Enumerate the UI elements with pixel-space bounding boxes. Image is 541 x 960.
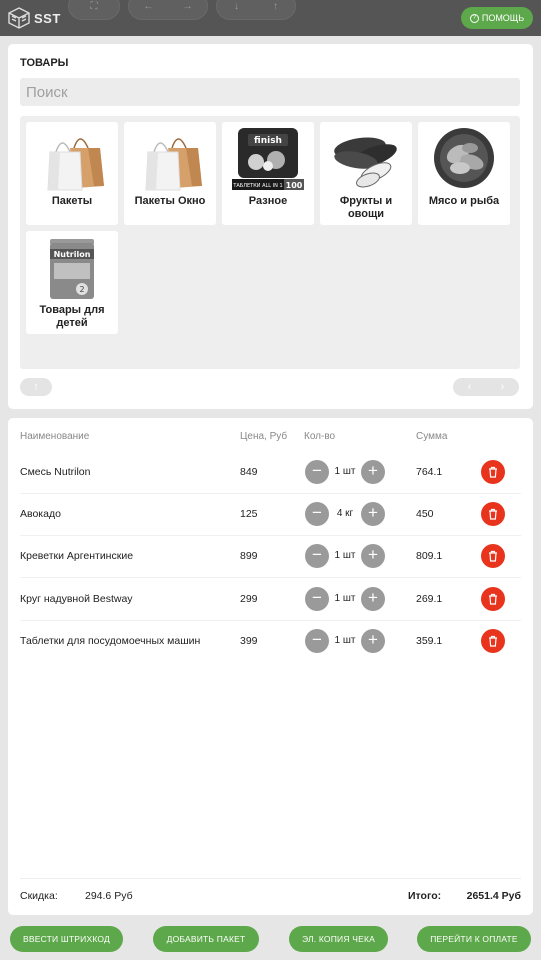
item-qty: 1 шт (334, 550, 356, 561)
help-label: ПОМОЩЬ (481, 13, 525, 23)
pager (453, 378, 519, 396)
delete-item-button[interactable] (481, 502, 505, 526)
top-bar (0, 0, 541, 36)
history-nav (128, 0, 208, 20)
category-tile-bags-window[interactable] (124, 122, 216, 225)
cart-row (8, 452, 533, 494)
item-sum: 269.1 (416, 593, 443, 605)
row-divider (20, 577, 521, 578)
forward-arrow-icon[interactable]: → (182, 0, 193, 12)
can-brand: Nutrilon (53, 250, 91, 259)
expand-icon: ⛶ (90, 0, 98, 12)
item-price: 899 (240, 550, 258, 562)
dishwasher-tablets-icon (232, 126, 304, 192)
cart-row (8, 621, 533, 663)
decrease-qty-button[interactable]: − (305, 544, 329, 568)
cart-panel (8, 418, 533, 915)
prev-page-icon[interactable]: ‹ (467, 381, 472, 393)
totals-divider (20, 878, 521, 879)
next-page-icon[interactable]: › (500, 381, 505, 393)
question-icon: ? (470, 14, 479, 23)
category-tile-fruits[interactable] (320, 122, 412, 225)
increase-qty-button[interactable]: + (361, 544, 385, 568)
logo-text: SST (34, 10, 61, 26)
header-name: Наименование (20, 431, 90, 442)
category-tile-misc[interactable] (222, 122, 314, 225)
cart-row (8, 494, 533, 536)
back-arrow-icon[interactable]: ← (143, 0, 154, 12)
pack-number: 100 (285, 181, 303, 190)
trash-icon (488, 550, 498, 562)
category-label: Фрукты и овощи (339, 195, 393, 220)
item-sum: 809.1 (416, 550, 443, 562)
scroll-up-button[interactable] (20, 378, 52, 396)
up-arrow-icon[interactable]: ↑ (273, 0, 278, 12)
increase-qty-button[interactable]: + (361, 502, 385, 526)
increase-qty-button[interactable]: + (361, 587, 385, 611)
item-qty: 1 шт (334, 466, 356, 477)
category-label: Разное (248, 195, 288, 207)
discount-label: Скидка: (20, 890, 58, 902)
trash-icon (488, 508, 498, 520)
increase-qty-button[interactable]: + (361, 629, 385, 653)
item-sum: 359.1 (416, 635, 443, 647)
decrease-qty-button[interactable]: − (305, 460, 329, 484)
header-qty: Кол-во (304, 431, 336, 442)
shopping-bags-icon (36, 126, 108, 192)
delete-item-button[interactable] (481, 460, 505, 484)
delete-item-button[interactable] (481, 544, 505, 568)
increase-qty-button[interactable]: + (361, 460, 385, 484)
decrease-qty-button[interactable]: − (305, 587, 329, 611)
delete-item-button[interactable] (481, 587, 505, 611)
add-bag-button[interactable]: ДОБАВИТЬ ПАКЕТ (153, 926, 259, 952)
cart-row (8, 536, 533, 578)
item-name: Смесь Nutrilon (20, 466, 91, 478)
item-name: Таблетки для посудомоечных машин (20, 635, 201, 647)
item-name: Креветки Аргентинские (20, 550, 134, 562)
sst-logo-icon (8, 7, 30, 29)
trash-icon (488, 593, 498, 605)
baby-formula-icon (36, 235, 108, 301)
pack-text: ТАБЛЕТКИ ALL IN 1 (233, 183, 283, 189)
fullscreen-button[interactable] (68, 0, 120, 20)
decrease-qty-button[interactable]: − (305, 502, 329, 526)
scroll-nav (216, 0, 296, 20)
e-receipt-button[interactable]: ЭЛ. КОПИЯ ЧЕКА (289, 926, 388, 952)
item-price: 849 (240, 466, 258, 478)
category-grid (20, 116, 520, 369)
products-title: ТОВАРЫ (20, 57, 69, 69)
category-label: Пакеты (51, 195, 93, 207)
shopping-bags-icon (134, 126, 206, 192)
cucumbers-icon (330, 126, 402, 192)
delete-item-button[interactable] (481, 629, 505, 653)
down-arrow-icon[interactable]: ↓ (234, 0, 239, 12)
item-sum: 764.1 (416, 466, 443, 478)
header-price: Цена, Руб (240, 431, 288, 442)
logo (8, 7, 61, 29)
decrease-qty-button[interactable]: − (305, 629, 329, 653)
search-input[interactable] (20, 78, 520, 106)
category-tile-bags[interactable] (26, 122, 118, 225)
total-value: 2651.4 Руб (466, 890, 521, 902)
discount-value: 294.6 Руб (85, 890, 133, 902)
checkout-button[interactable]: ПЕРЕЙТИ К ОПЛАТЕ (417, 926, 531, 952)
can-number: 2 (79, 285, 85, 294)
item-qty: 4 кг (336, 508, 354, 519)
trash-icon (488, 466, 498, 478)
item-price: 125 (240, 508, 258, 520)
arrow-up-icon: ↑ (33, 381, 39, 393)
chicken-meat-icon (428, 126, 500, 192)
category-tile-kids[interactable] (26, 231, 118, 334)
brand-text: finish (254, 136, 282, 146)
item-sum: 450 (416, 508, 434, 520)
category-label: Мясо и рыба (428, 195, 500, 207)
help-button[interactable] (461, 7, 533, 29)
cart-row (8, 579, 533, 621)
header-sum: Сумма (416, 431, 448, 442)
item-name: Круг надувной Bestway (20, 593, 133, 605)
category-label: Товары для детей (39, 304, 105, 329)
item-price: 399 (240, 635, 258, 647)
item-name: Авокадо (20, 508, 61, 520)
item-qty: 1 шт (334, 593, 356, 604)
total-label: Итого: (408, 890, 442, 902)
enter-barcode-button[interactable]: ВВЕСТИ ШТРИХКОД (10, 926, 123, 952)
category-label: Пакеты Окно (134, 195, 206, 207)
products-panel (8, 44, 533, 409)
item-price: 299 (240, 593, 258, 605)
item-qty: 1 шт (334, 635, 356, 646)
category-tile-meat[interactable] (418, 122, 510, 225)
trash-icon (488, 635, 498, 647)
